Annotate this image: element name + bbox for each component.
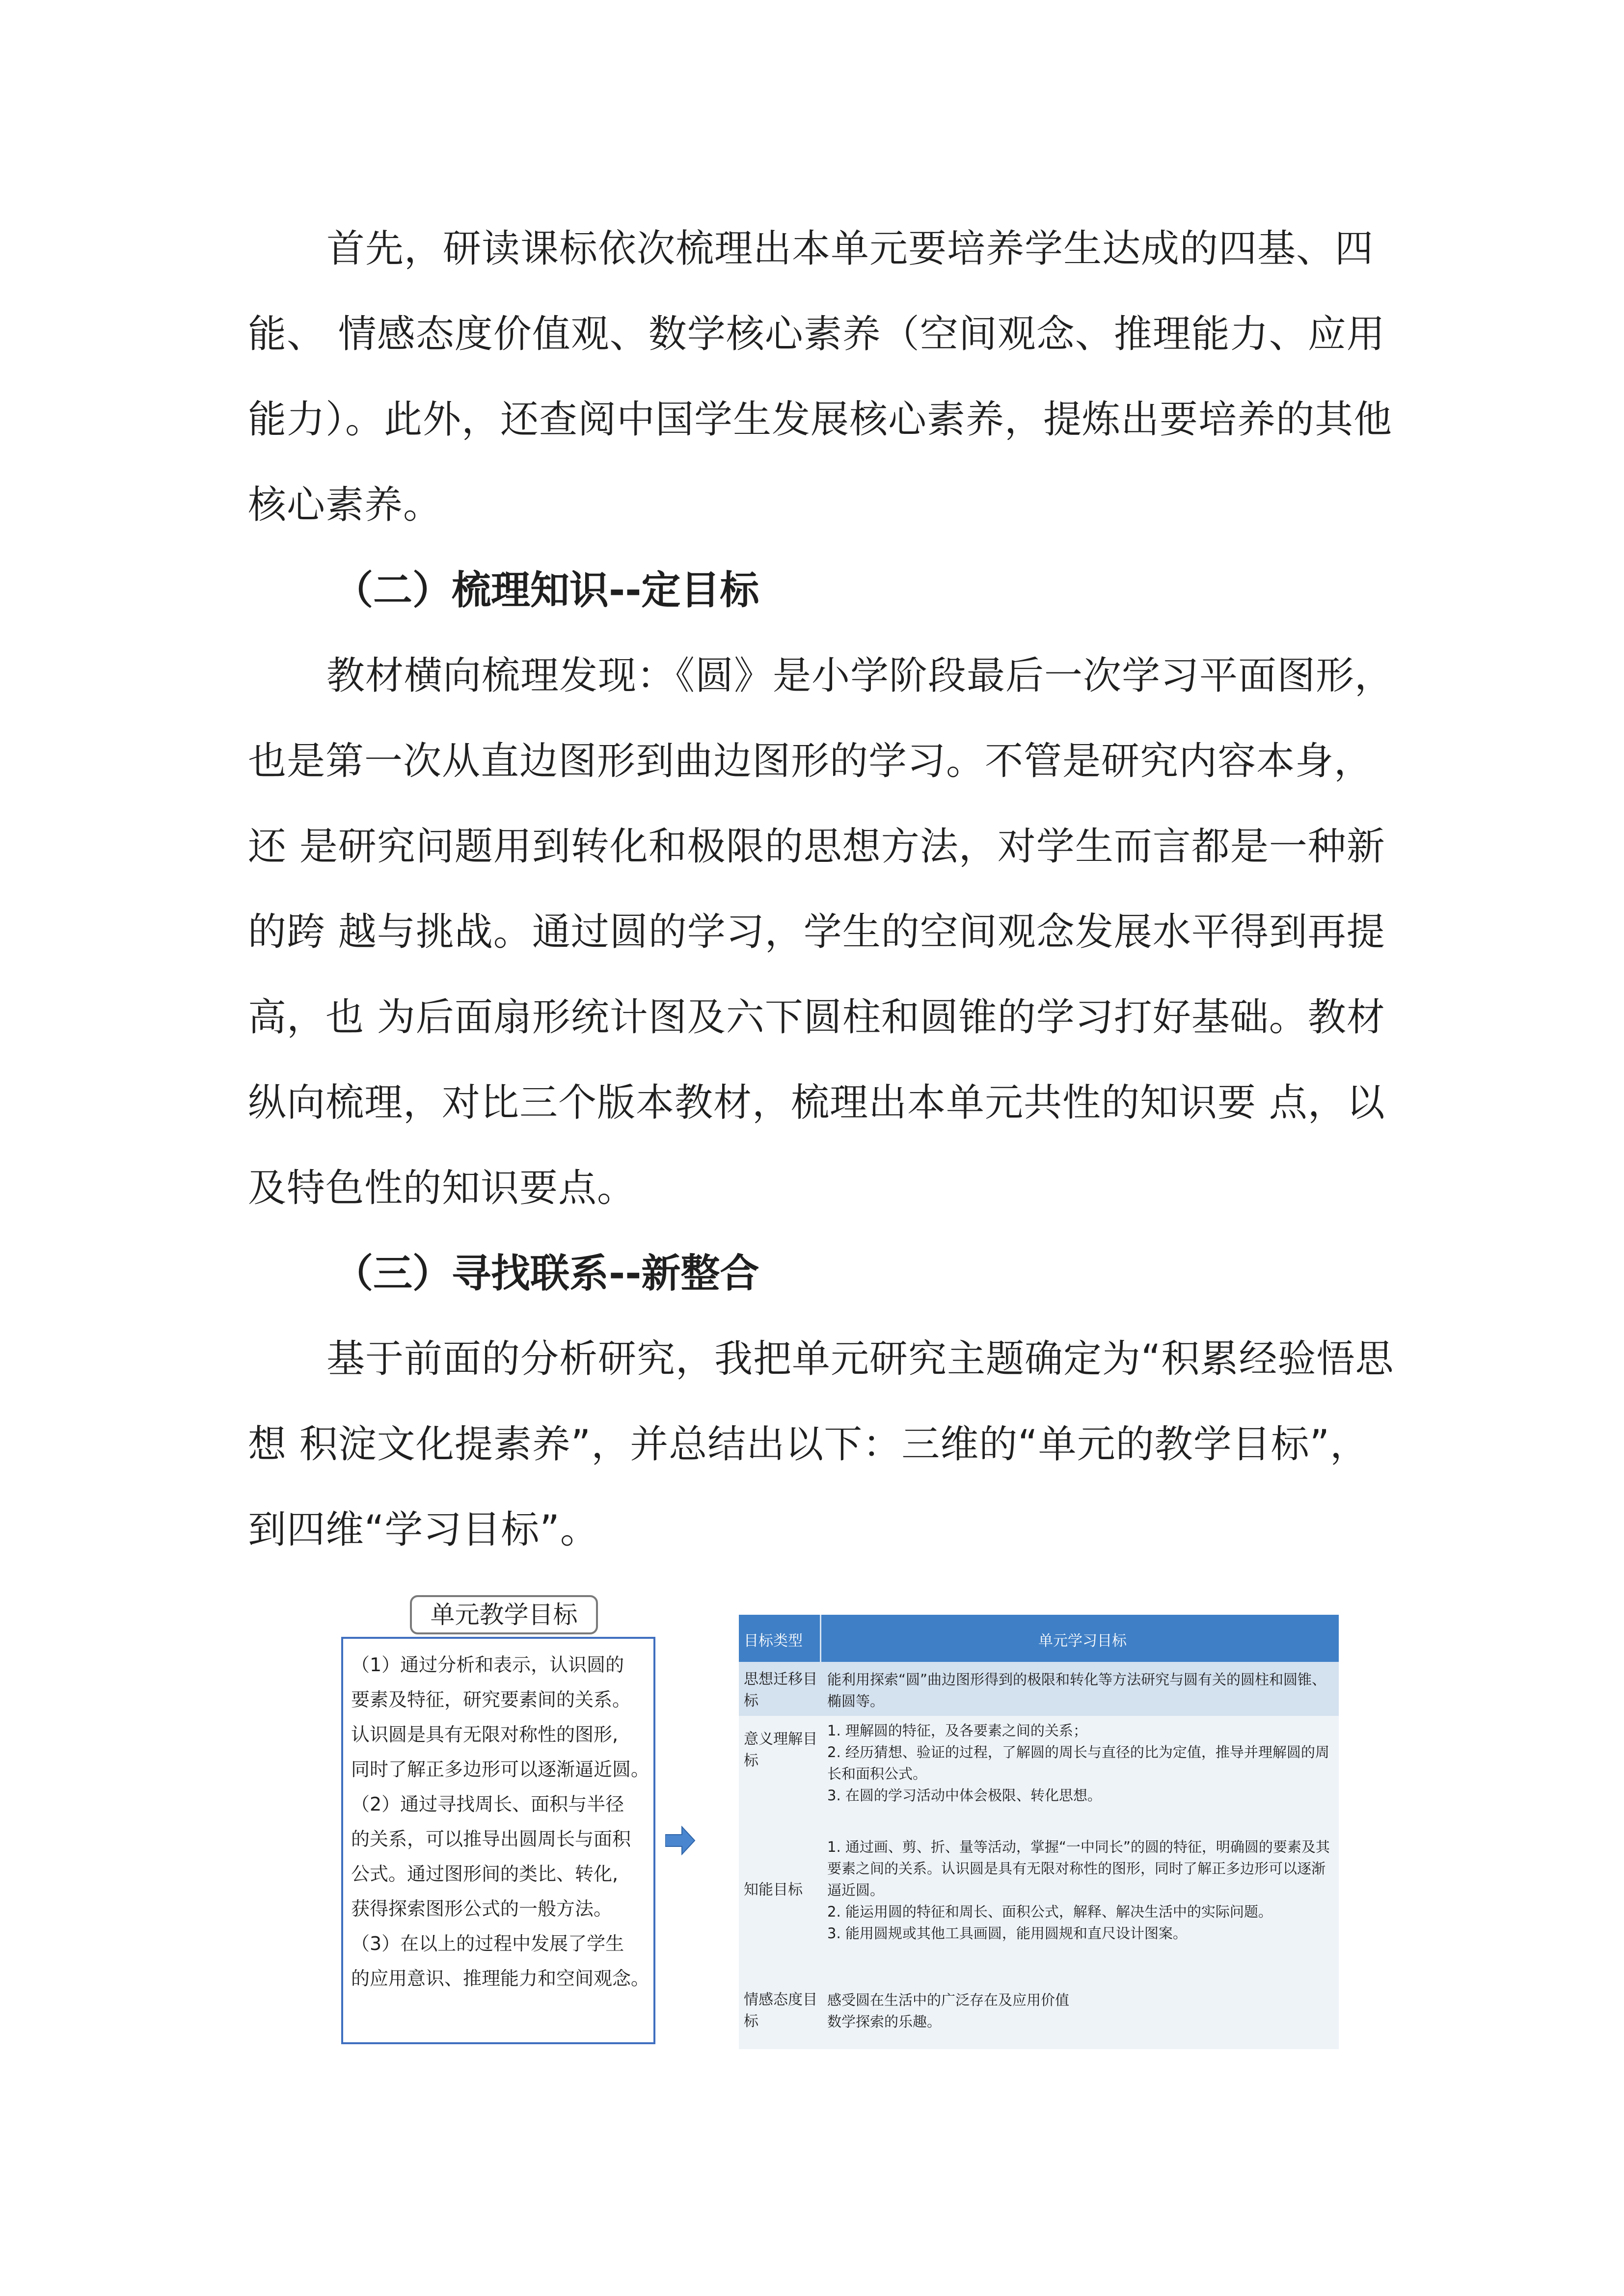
- paragraph-theme: 基于前面的分析研究，我把单元研究主题确定为“积累经验悟思 想 积淀文化提素养”，并总结出以下：三维的“单元的教学目标”， 到四维“学习目标”。: [248, 1337, 1394, 1552]
- row-item: 2. 经历猜想、验证的过程，了解圆的周长与直径的比为定值，推导并理解圆的周长和面积公式。: [827, 1744, 1329, 1782]
- section-heading-2: （二）梳理知识--定目标: [334, 567, 759, 613]
- table-row: [739, 1964, 1339, 2049]
- goal-line: 公式。通过图形间的类比、转化,: [351, 1863, 619, 1885]
- row-item: 2. 能运用圆的特征和周长、面积公式，解释、解决生活中的实际问题。: [827, 1903, 1272, 1920]
- row-item: 感受圆在生活中的广泛存在及应用价值: [827, 1992, 1070, 2008]
- row-content: [827, 1669, 1333, 1712]
- row-label: 意义理解目标: [744, 1731, 817, 1769]
- row-item: 1. 理解圆的特征，及各要素之间的关系；: [827, 1722, 1087, 1739]
- body-text: [248, 206, 1407, 1573]
- goal-line: 获得探索图形公式的一般方法。: [351, 1898, 613, 1920]
- goal-line: （3）在以上的过程中发展了学生: [351, 1933, 624, 1954]
- arrow-right-icon: [665, 1826, 696, 1855]
- row-item: 3. 在圆的学习活动中体会极限、转化思想。: [827, 1787, 1102, 1804]
- row-label: 情感态度目标: [744, 1991, 817, 2030]
- paragraph-intro: 首先，研读课标依次梳理出本单元要培养学生达成的四基、四能、 情感态度价值观、数学核心素养（空间观念、推理能力、应用能力）。此外，还查阅中国学生发展核心素养，提炼出要培养的其他核心素养。: [248, 227, 1393, 527]
- unit-learning-goals-table: [739, 1615, 1339, 2049]
- row-content: [827, 1989, 1333, 2032]
- goal-line: 要素及特征，研究要素间的关系。: [351, 1689, 631, 1710]
- goal-line: 同时了解正多边形可以逐渐逼近圆。: [351, 1759, 650, 1780]
- row-item: 1. 通过画、剪、折、量等活动，掌握“一中同长”的圆的特征，明确圆的要素及其要素之间的关系。认识圆是具有无限对称性的图形，同时了解正多边形可以逐渐逼近圆。: [827, 1839, 1330, 1898]
- unit-teaching-goals-title: 单元教学目标: [410, 1595, 598, 1634]
- row-item: 数学探索的乐趣。: [827, 2013, 942, 2030]
- section-heading-3: （三）寻找联系--新整合: [334, 1251, 759, 1296]
- table-row: [739, 1821, 1339, 1964]
- table-row: [739, 1662, 1339, 1716]
- table-row: [739, 1716, 1339, 1821]
- header-unit-goals: 单元学习目标: [1038, 1632, 1127, 1650]
- row-item: 3. 能用圆规或其他工具画圆，能用圆规和直尺设计图案。: [827, 1925, 1187, 1942]
- row-content: [827, 1836, 1333, 1944]
- goal-line: 的应用意识、推理能力和空间观念。: [351, 1968, 650, 1989]
- goal-line: 的关系，可以推导出圆周长与面积: [351, 1828, 631, 1850]
- header-goal-type: 目标类型: [744, 1632, 803, 1650]
- row-label: 知能目标: [744, 1881, 803, 1898]
- row-label: 思想迁移目标: [744, 1671, 817, 1709]
- table-header: [739, 1615, 1339, 1662]
- unit-teaching-goals-box: [341, 1637, 655, 2044]
- paragraph-textbook: 教材横向梳理发现：《圆》是小学阶段最后一次学习平面图形， 也是第一次从直边图形到曲边图形的学习。不管是研究内容本身，还 是研究问题用到转化和极限的思想方法，对学生而言都是一种新的跨 越与挑战。通过圆的学习，学生的空间观念发展水平得到再提高，也 为后面扇形统计图及六下圆柱和圆锥的学习打好基础。教材纵向梳理，对比三个版本教材，梳理出本单元共性的知识要 点，以及特色性的知识要点。: [248, 654, 1394, 1210]
- row-item: 能利用探索“圆”曲边图形得到的极限和转化等方法研究与圆有关的圆柱和圆锥、椭圆等。: [827, 1671, 1326, 1709]
- header-divider: [820, 1615, 821, 1662]
- goal-line: （2）通过寻找周长、面积与半径: [351, 1793, 624, 1815]
- goal-line: 认识圆是具有无限对称性的图形,: [351, 1724, 619, 1745]
- row-content: [827, 1720, 1333, 1806]
- goal-line: （1）通过分析和表示，认识圆的: [351, 1654, 624, 1676]
